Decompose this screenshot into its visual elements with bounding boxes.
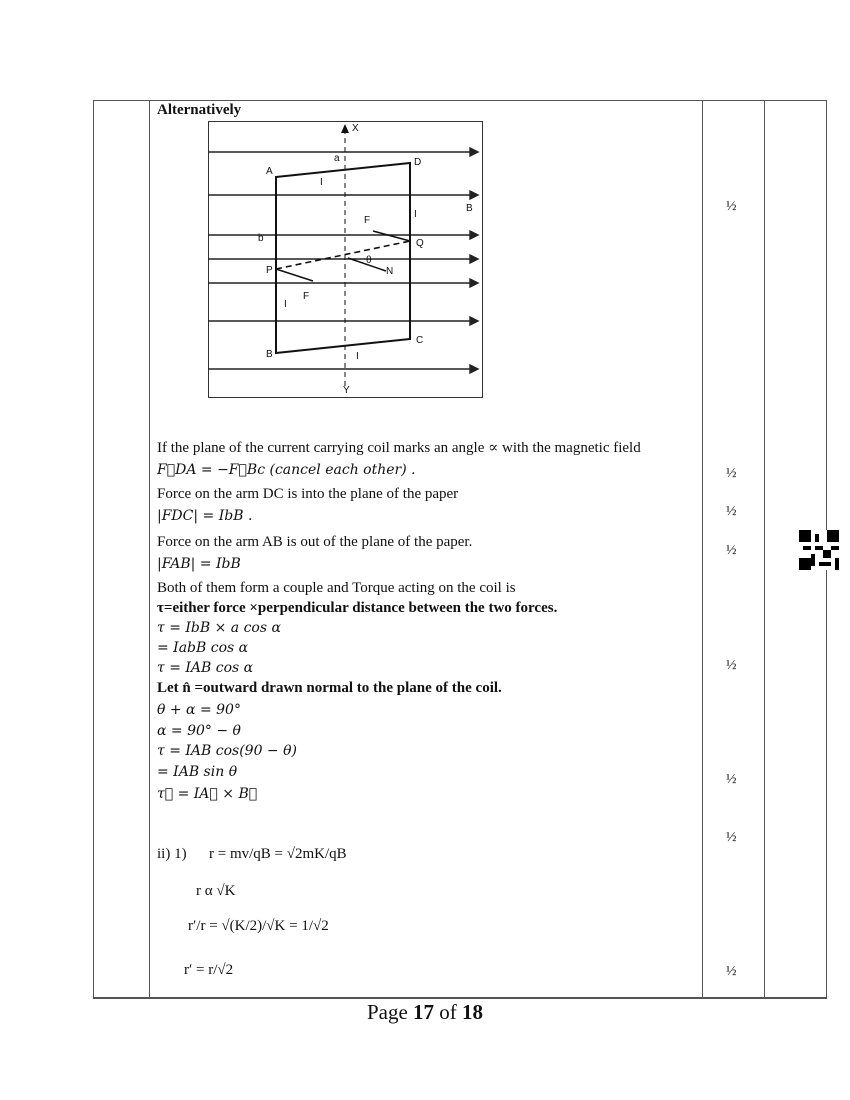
current-page: 17	[413, 1000, 435, 1024]
equation-line: τ = IAB cos(90 − θ)	[157, 743, 298, 759]
equation-line: τ = IbB × a cos α	[157, 620, 281, 636]
equation-line: F⃗DA = −F⃗Bc (cancel each other) .	[157, 462, 416, 478]
angle-theta: θ	[366, 255, 372, 266]
table-border	[93, 100, 94, 997]
text-line: If the plane of the current carrying coil marks an angle ∝ with the magnetic field	[157, 440, 641, 456]
part-ii-label: ii) 1)	[157, 846, 187, 862]
current-i-right: I	[414, 209, 417, 220]
equation-line: |FDC| = IbB .	[157, 508, 253, 524]
total-pages: 18	[462, 1000, 484, 1024]
equation-line: τ = IAB cos α	[157, 660, 254, 676]
force-f-top: F	[364, 215, 371, 226]
page-footer	[0, 1000, 850, 1025]
equation-line: = IabB cos α	[157, 640, 249, 656]
equation-line: τ⃗ = IA⃗ × B⃗	[157, 786, 258, 802]
table-border	[149, 100, 150, 997]
mark: ½	[726, 543, 737, 558]
corner-d: D	[414, 157, 422, 168]
corner-c: C	[416, 335, 424, 346]
equation-line: r′ = r/√2	[184, 962, 234, 978]
equation-line: |FAB| = IbB	[157, 556, 241, 572]
mark: ½	[726, 964, 737, 979]
text-line: τ=either force ×perpendicular distance between the two forces.	[157, 600, 558, 616]
qr-code-icon	[799, 530, 839, 570]
normal-n: N	[386, 266, 394, 277]
table-border	[93, 997, 827, 999]
force-f-bottom: F	[303, 291, 310, 302]
y-axis-label: Y	[343, 385, 350, 396]
table-border	[702, 100, 703, 997]
equation-line: r′/r = √(K/2)/√K = 1/√2	[188, 918, 329, 934]
corner-a: A	[266, 166, 273, 177]
table-border	[764, 100, 765, 997]
corner-b: B	[266, 349, 273, 360]
text-line: Force on the arm DC is into the plane of the paper	[157, 486, 459, 502]
current-i-top: I	[320, 177, 323, 188]
mark: ½	[726, 658, 737, 673]
equation-line: α = 90° − θ	[157, 723, 241, 739]
mark: ½	[726, 199, 737, 214]
point-q: Q	[416, 238, 424, 249]
text-line: Both of them form a couple and Torque acting on the coil is	[157, 580, 516, 596]
field-b-label: B	[466, 203, 473, 214]
x-axis-label: X	[352, 123, 359, 134]
section-heading: Alternatively	[157, 102, 242, 118]
mark: ½	[726, 466, 737, 481]
text-line: Force on the arm AB is out of the plane of the paper.	[157, 534, 473, 550]
current-i-bottom: I	[356, 351, 359, 362]
equation-line: θ + α = 90°	[157, 702, 241, 718]
mark: ½	[726, 830, 737, 845]
mark: ½	[726, 772, 737, 787]
mark: ½	[726, 504, 737, 519]
footer-prefix: Page	[366, 1000, 414, 1024]
equation-line: r α √K	[196, 883, 236, 899]
equation-line: r = mv/qB = √2mK/qB	[209, 846, 347, 862]
current-i-left: I	[284, 299, 287, 310]
side-b-label: b	[258, 233, 264, 244]
footer-middle: of	[434, 1000, 463, 1024]
side-a-label: a	[334, 153, 340, 164]
point-p: P	[266, 265, 273, 276]
equation-line: = IAB sin θ	[157, 764, 238, 780]
text-line: Let n̂ =outward drawn normal to the plane of the coil.	[157, 680, 502, 696]
table-border	[93, 100, 827, 101]
coil-diagram	[208, 121, 483, 398]
